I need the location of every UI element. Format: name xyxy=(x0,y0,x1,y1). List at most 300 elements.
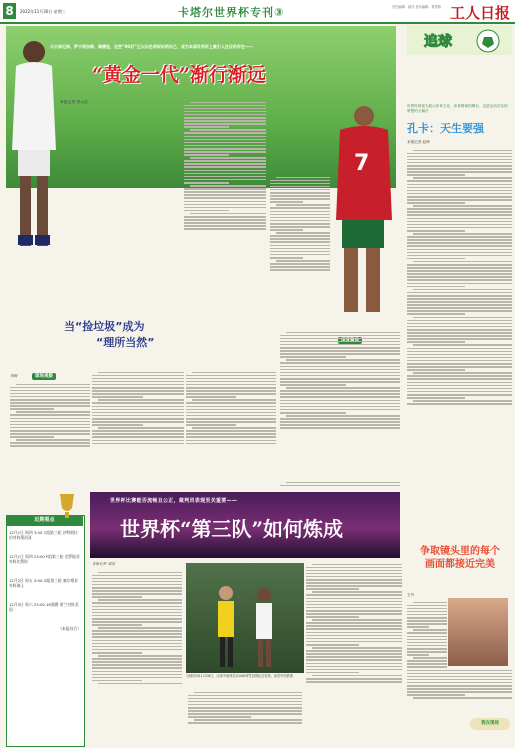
middle-title-block xyxy=(6,318,196,358)
text-line xyxy=(186,440,276,442)
text-line xyxy=(407,276,512,278)
text-line xyxy=(92,667,182,669)
text-line xyxy=(98,599,182,601)
text-line xyxy=(92,621,182,623)
right-title: 孔卡：天生要强 xyxy=(407,122,484,135)
text-line xyxy=(407,230,465,232)
text-line xyxy=(407,255,512,257)
text-line xyxy=(312,647,402,649)
text-line xyxy=(92,612,182,614)
text-line xyxy=(407,279,512,281)
text-line xyxy=(306,585,402,587)
text-line xyxy=(16,439,90,441)
text-line xyxy=(184,139,266,141)
text-line xyxy=(184,201,266,203)
text-line xyxy=(186,406,276,408)
text-line xyxy=(280,341,400,343)
text-line xyxy=(407,391,512,393)
text-line xyxy=(407,273,512,275)
text-line xyxy=(413,261,512,263)
text-line xyxy=(286,415,400,417)
text-line xyxy=(407,270,512,272)
text-line xyxy=(413,400,512,402)
text-line xyxy=(10,445,90,447)
right-author: 本报记者 赵琦 xyxy=(407,140,430,144)
middle-author: 刘毅 xyxy=(10,374,18,378)
text-line xyxy=(184,176,266,178)
text-line xyxy=(186,436,276,438)
text-line xyxy=(407,286,465,288)
text-line xyxy=(270,220,330,222)
text-line xyxy=(270,254,330,256)
text-line xyxy=(280,372,400,374)
text-line xyxy=(407,249,512,251)
text-line xyxy=(92,443,184,445)
text-line xyxy=(407,335,512,337)
text-line xyxy=(407,378,512,380)
text-line xyxy=(407,403,512,405)
text-line xyxy=(270,180,330,182)
text-line xyxy=(10,396,90,398)
text-line xyxy=(188,722,302,724)
text-line xyxy=(407,187,512,189)
text-line xyxy=(407,341,465,343)
text-line xyxy=(407,660,447,662)
text-line xyxy=(407,611,447,613)
text-line xyxy=(407,218,512,220)
text-line xyxy=(413,150,512,152)
text-line xyxy=(280,409,400,411)
text-line xyxy=(306,625,402,627)
text-line xyxy=(413,602,447,604)
text-line xyxy=(10,442,90,444)
text-line xyxy=(184,179,266,181)
text-line xyxy=(92,677,182,679)
text-line xyxy=(98,427,184,429)
text-line xyxy=(407,685,512,687)
text-line xyxy=(407,221,512,223)
text-line xyxy=(92,643,182,645)
text-line xyxy=(184,123,266,125)
text-line xyxy=(270,266,330,268)
text-line xyxy=(407,180,512,182)
text-line xyxy=(186,443,276,445)
text-line xyxy=(186,393,276,395)
player-right-photo xyxy=(330,100,395,320)
text-line xyxy=(280,338,400,340)
text-line xyxy=(407,385,512,387)
text-line xyxy=(407,360,512,362)
text-line xyxy=(270,217,330,219)
text-line xyxy=(407,283,512,285)
text-line xyxy=(407,614,447,616)
text-line xyxy=(407,214,512,216)
text-line xyxy=(306,672,359,674)
text-line xyxy=(407,245,512,247)
text-line xyxy=(306,588,359,590)
hero-body-col1 xyxy=(60,100,178,310)
text-line xyxy=(188,710,302,712)
text-line xyxy=(280,403,400,405)
text-line xyxy=(186,433,276,435)
text-line xyxy=(92,415,184,417)
text-line xyxy=(306,669,402,671)
section-title: 卡塔尔世界杯专刊③ xyxy=(178,6,285,19)
text-line xyxy=(10,421,90,423)
text-line xyxy=(286,387,400,389)
page-number: 8 xyxy=(3,3,16,19)
text-line xyxy=(407,676,512,678)
on-site-stamp: 我在现场 xyxy=(470,718,510,730)
text-line xyxy=(188,716,251,718)
text-line xyxy=(184,204,266,206)
text-line xyxy=(413,372,512,374)
text-line xyxy=(280,378,400,380)
text-line xyxy=(276,260,330,262)
text-line xyxy=(92,375,184,377)
text-line xyxy=(280,393,400,395)
text-line xyxy=(92,424,143,426)
text-line xyxy=(306,638,402,640)
bottom-title: 世界杯“第三队”如何炼成 xyxy=(120,517,344,541)
text-line xyxy=(280,412,346,414)
text-line xyxy=(270,198,330,200)
hero-author: 本报记者 李元浩 xyxy=(60,100,88,104)
text-line xyxy=(306,594,402,596)
text-line xyxy=(98,572,182,574)
text-line xyxy=(186,430,276,432)
text-line xyxy=(413,289,512,291)
right-title2: 争取镜头里的每个画面都接近完美 xyxy=(420,546,500,570)
trophy-icon xyxy=(54,492,80,526)
text-line xyxy=(407,332,512,334)
text-line xyxy=(306,601,402,603)
text-line xyxy=(184,108,266,110)
text-line xyxy=(92,652,142,654)
text-line xyxy=(92,381,184,383)
text-line xyxy=(190,102,266,104)
text-line xyxy=(280,353,400,355)
text-line xyxy=(92,390,184,392)
text-line xyxy=(270,186,330,188)
middle-body-col1 xyxy=(10,382,90,482)
text-line xyxy=(306,632,402,634)
text-line xyxy=(407,366,512,368)
text-line xyxy=(184,166,266,168)
text-line xyxy=(407,608,447,610)
text-line xyxy=(184,194,266,196)
hero-title: “黄金一代”渐行渐远 xyxy=(92,64,266,86)
text-line xyxy=(407,363,512,365)
text-line xyxy=(184,163,266,165)
text-line xyxy=(407,264,512,266)
text-line xyxy=(407,236,512,238)
text-line xyxy=(407,298,512,300)
text-line xyxy=(184,136,266,138)
text-line xyxy=(184,142,266,144)
middle-body-col2 xyxy=(92,370,184,482)
text-line xyxy=(270,183,330,185)
text-line xyxy=(280,424,400,426)
text-line xyxy=(407,688,512,690)
text-line xyxy=(407,153,512,155)
text-line xyxy=(306,613,402,615)
text-line xyxy=(16,384,90,386)
text-line xyxy=(98,372,184,374)
text-line xyxy=(407,304,512,306)
text-line xyxy=(92,618,182,620)
text-line xyxy=(184,182,229,184)
text-line xyxy=(184,191,266,193)
text-line xyxy=(188,695,302,697)
text-line xyxy=(276,204,330,206)
text-line xyxy=(192,399,276,401)
right-body xyxy=(407,148,512,533)
football-icon xyxy=(470,28,506,54)
text-line xyxy=(16,411,90,413)
text-line xyxy=(407,394,512,396)
list-item: 12月1日 周四 3:00 C组第三轮 沙特阿拉伯对阵墨西哥 xyxy=(9,530,78,540)
text-line xyxy=(92,433,184,435)
text-line xyxy=(92,661,182,663)
text-line xyxy=(407,184,512,186)
text-line xyxy=(10,402,90,404)
text-line xyxy=(407,174,465,176)
text-line xyxy=(407,190,512,192)
text-line xyxy=(184,188,266,190)
text-line xyxy=(407,313,465,315)
text-line xyxy=(306,650,402,652)
text-line xyxy=(413,317,512,319)
text-line xyxy=(186,424,236,426)
svg-text:7: 7 xyxy=(354,151,370,176)
text-line xyxy=(192,372,276,374)
text-line xyxy=(306,653,402,655)
text-line xyxy=(407,357,512,359)
text-line xyxy=(92,624,142,626)
text-line xyxy=(186,390,276,392)
text-line xyxy=(280,406,400,408)
text-line xyxy=(10,436,54,438)
text-line xyxy=(270,251,330,253)
text-line xyxy=(98,683,182,685)
text-line xyxy=(407,382,512,384)
text-line xyxy=(407,617,447,619)
text-line xyxy=(306,576,402,578)
text-line xyxy=(280,396,400,398)
text-line xyxy=(413,233,512,235)
list-item: 12月3日 周六 23:00 16强赛 荷兰对阵美国 xyxy=(9,602,79,612)
tag-observe xyxy=(32,362,56,381)
text-line xyxy=(92,671,182,673)
text-line xyxy=(270,192,330,194)
text-line xyxy=(184,111,266,113)
text-line xyxy=(92,636,182,638)
text-line xyxy=(184,219,266,221)
text-line xyxy=(407,651,447,653)
text-line xyxy=(190,157,266,159)
text-line xyxy=(306,663,402,665)
sidebar-note: （本报综合） xyxy=(58,626,81,631)
text-line xyxy=(286,332,400,334)
text-line xyxy=(407,648,447,650)
text-line xyxy=(92,664,182,666)
text-line xyxy=(280,335,400,337)
text-line xyxy=(270,226,330,228)
text-line xyxy=(407,307,512,309)
text-line xyxy=(92,649,182,651)
text-line xyxy=(413,629,447,631)
text-line xyxy=(306,579,402,581)
text-line xyxy=(270,235,330,237)
text-line xyxy=(306,678,402,680)
text-line xyxy=(270,257,303,259)
text-line xyxy=(407,636,447,638)
text-line xyxy=(184,120,266,122)
text-line xyxy=(407,310,512,312)
text-line xyxy=(407,351,512,353)
text-line xyxy=(407,227,512,229)
text-line xyxy=(270,211,330,213)
text-line xyxy=(280,421,400,423)
text-line xyxy=(10,393,90,395)
column-logo: 追球 xyxy=(424,34,452,50)
text-line xyxy=(306,628,402,630)
text-line xyxy=(92,409,184,411)
text-line xyxy=(92,430,184,432)
text-line xyxy=(407,292,512,294)
text-line xyxy=(280,347,400,349)
text-line xyxy=(270,229,303,231)
text-line xyxy=(184,148,266,150)
text-line xyxy=(280,369,400,371)
text-line xyxy=(407,156,512,158)
player-left-photo xyxy=(6,30,62,260)
sidebar-list xyxy=(9,530,81,631)
text-line xyxy=(92,418,184,420)
middle-title-1: 当“捡垃圾”成为 xyxy=(64,320,145,333)
text-line xyxy=(92,436,184,438)
text-line xyxy=(306,567,402,569)
text-line xyxy=(190,185,266,187)
text-line xyxy=(407,375,512,377)
text-line xyxy=(407,605,447,607)
text-line xyxy=(407,354,512,356)
text-line xyxy=(407,211,512,213)
text-line xyxy=(407,267,512,269)
text-line xyxy=(188,704,302,706)
list-item: 12月2日 周五 3:00 G组第三轮 塞尔维亚对阵瑞士 xyxy=(9,578,79,588)
text-line xyxy=(10,390,90,392)
text-line xyxy=(270,201,303,203)
text-line xyxy=(407,199,512,201)
text-line xyxy=(276,232,330,234)
text-line xyxy=(280,362,400,364)
publish-date: 2022年11月30日 星期三 xyxy=(20,9,66,14)
text-line xyxy=(10,387,90,389)
text-line xyxy=(92,640,182,642)
text-line xyxy=(92,615,182,617)
text-line xyxy=(280,350,400,352)
text-line xyxy=(286,359,400,361)
text-line xyxy=(407,171,512,173)
text-line xyxy=(270,189,330,191)
text-line xyxy=(92,421,184,423)
text-line xyxy=(186,412,276,414)
text-line xyxy=(188,698,302,700)
masthead-logo: 工人日报 xyxy=(450,4,511,22)
bottom-body-col2 xyxy=(188,690,302,745)
text-line xyxy=(407,673,512,675)
text-line xyxy=(194,692,302,694)
text-line xyxy=(184,160,266,162)
text-line xyxy=(270,223,330,225)
hero-lead: 从贝林厄姆、萨卡到加维、佩德里，这些“00后”正以出色表现证明自己，成为本届世界杯上最引人注目的存在—— xyxy=(50,44,253,49)
text-line xyxy=(186,402,276,404)
text-line xyxy=(186,375,276,377)
text-line xyxy=(413,205,512,207)
text-line xyxy=(188,713,302,715)
text-line xyxy=(306,616,359,618)
text-line xyxy=(92,578,182,580)
text-line xyxy=(407,691,512,693)
text-line xyxy=(184,222,266,224)
text-line xyxy=(280,366,400,368)
middle-title-2: “理所当然” xyxy=(96,336,155,349)
text-line xyxy=(184,225,266,227)
text-line xyxy=(413,697,512,699)
text-line xyxy=(92,674,182,676)
middle-body-col3 xyxy=(186,370,276,482)
text-line xyxy=(190,213,266,215)
hero-body-col2 xyxy=(184,100,266,295)
text-line xyxy=(407,348,512,350)
text-line xyxy=(306,604,402,606)
text-line xyxy=(92,587,182,589)
text-line xyxy=(270,195,330,197)
text-line xyxy=(280,485,400,487)
text-line xyxy=(407,645,447,647)
text-line xyxy=(184,197,266,199)
text-line xyxy=(407,632,447,634)
text-line xyxy=(184,173,266,175)
list-item: 12月1日 周四 23:00 F组第三轮 克罗地亚对阵比利时 xyxy=(9,554,80,564)
text-line xyxy=(312,591,402,593)
text-line xyxy=(312,564,402,566)
text-line xyxy=(407,679,512,681)
text-line xyxy=(184,126,229,128)
text-line xyxy=(194,719,302,721)
text-line xyxy=(270,238,330,240)
text-line xyxy=(186,384,276,386)
text-line xyxy=(407,239,512,241)
hero-body-col3 xyxy=(270,175,330,320)
text-line xyxy=(10,418,90,420)
text-line xyxy=(407,397,465,399)
text-line xyxy=(407,165,512,167)
text-line xyxy=(306,598,402,600)
text-line xyxy=(407,329,512,331)
text-line xyxy=(92,396,143,398)
text-line xyxy=(407,694,465,696)
text-line xyxy=(407,388,512,390)
text-line xyxy=(280,390,400,392)
text-line xyxy=(92,575,182,577)
text-line xyxy=(98,627,182,629)
text-line xyxy=(184,228,266,230)
right-author2: 王丹 xyxy=(407,593,415,597)
text-line xyxy=(184,132,266,134)
